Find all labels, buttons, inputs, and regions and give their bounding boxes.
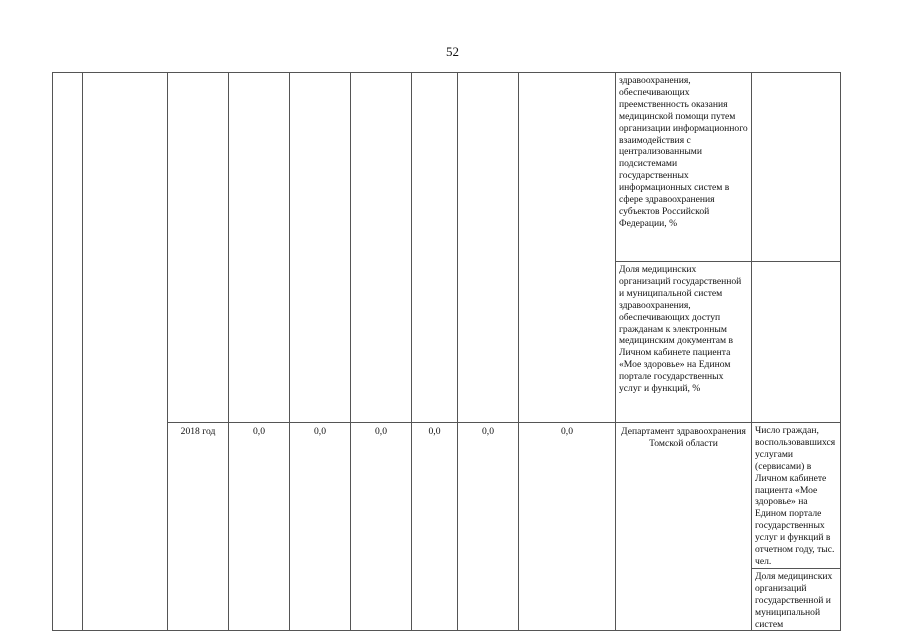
value-cell <box>458 73 519 423</box>
indicator-value-cell <box>752 262 841 423</box>
indicator-cell: здравоохранения, обеспечивающих преемственность оказания медицинской помощи путем организации информационного взаимодействия с централизованными подсистемами государственных информационных систем в сфере здравоохранения субъектов Российской Федерации, % <box>616 73 752 262</box>
value-cell: 0,0 <box>290 423 351 631</box>
page-number: 52 <box>446 44 459 59</box>
table-row <box>53 73 841 262</box>
value-cell: 0,0 <box>412 423 458 631</box>
value-cell: 0,0 <box>519 423 616 631</box>
value-cell <box>351 73 412 423</box>
value-cell: 0,0 <box>229 423 290 631</box>
program-table <box>52 72 841 631</box>
value-cell <box>412 73 458 423</box>
indicator-cell: Число граждан, воспользовавшихся услугами (сервисами) в Личном кабинете пациента «Мое здоровье» на Едином портале государственных услуг и функций в отчетном году, тыс. чел. <box>752 423 841 569</box>
indicator-cell: Доля медицинских организаций государственной и муниципальной систем здравоохранения, обеспечивающих доступ гражданам к электронным медицинским документам в Личном кабинете пациента «Мое здоровье» на Едином портале государственных услуг и функций, % <box>616 262 752 423</box>
year-cell: 2018 год <box>168 423 229 631</box>
value-cell <box>229 73 290 423</box>
indicator-cell: Доля медицинских организаций государственной и муниципальной систем <box>752 568 841 631</box>
department-cell <box>519 73 616 423</box>
department-cell: Департамент здравоохранения Томской области <box>616 423 752 631</box>
task-name-cell <box>83 73 168 631</box>
table-row <box>53 423 841 569</box>
year-cell <box>168 73 229 423</box>
value-cell: 0,0 <box>458 423 519 631</box>
value-cell <box>290 73 351 423</box>
indicator-value-cell <box>752 73 841 262</box>
number-cell <box>53 73 83 631</box>
value-cell: 0,0 <box>351 423 412 631</box>
